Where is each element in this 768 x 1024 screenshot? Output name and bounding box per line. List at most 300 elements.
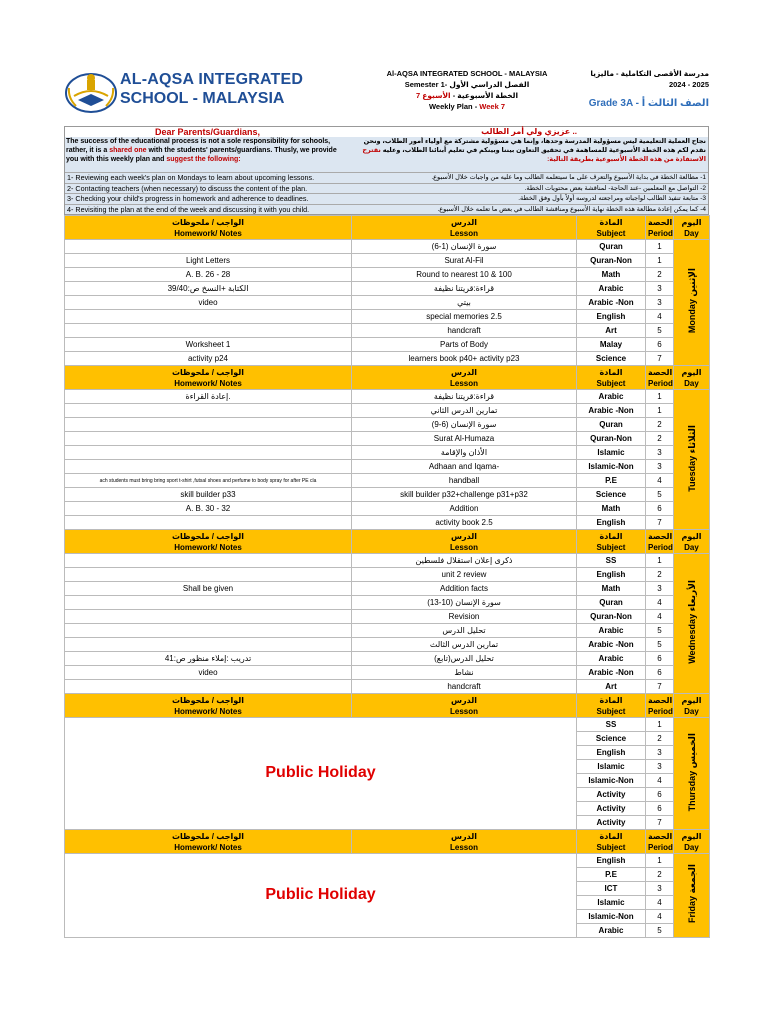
table-row xyxy=(65,338,710,352)
period-cell: 3 xyxy=(646,282,674,296)
day-header-en: Day xyxy=(684,228,699,238)
day-header-en: Day xyxy=(684,542,699,552)
period-cell: 3 xyxy=(646,882,674,896)
tip-ar-3: 3- متابعة تنفيذ الطالب لواجباته ومراجعته لدروسه أولاً بأول وفق الخطة. xyxy=(350,193,708,204)
day-cell xyxy=(674,554,710,694)
note-body-en xyxy=(65,137,351,172)
period-header-ar: الحصة xyxy=(648,367,673,377)
subject-header xyxy=(577,366,646,390)
lesson-cell: learners book p40+ activity p23 xyxy=(352,352,577,366)
period-cell: 7 xyxy=(646,352,674,366)
homework-cell: Shall be given xyxy=(65,582,352,596)
day-header-en: Day xyxy=(684,378,699,388)
subject-cell: P.E xyxy=(577,868,646,882)
homework-cell xyxy=(65,568,352,582)
period-cell: 6 xyxy=(646,502,674,516)
subject-cell: Activity xyxy=(577,802,646,816)
period-cell: 5 xyxy=(646,488,674,502)
period-cell: 3 xyxy=(646,760,674,774)
holiday-cell xyxy=(65,718,577,830)
hw-header-ar: الواجب / ملحوظات xyxy=(172,831,244,841)
period-cell: 7 xyxy=(646,816,674,830)
period-header-ar: الحصة xyxy=(648,831,673,841)
school-logo-icon xyxy=(64,66,118,114)
subject-cell: Islamic xyxy=(577,760,646,774)
tips-list xyxy=(65,172,708,214)
period-cell: 6 xyxy=(646,652,674,666)
lesson-cell: Parts of Body xyxy=(352,338,577,352)
hw-header-en: Homework/ Notes xyxy=(174,842,242,852)
homework-cell: إعادة القراءة. xyxy=(65,390,352,404)
lesson-cell: تحليل الدرس xyxy=(352,624,577,638)
period-header-en: Period xyxy=(648,706,673,716)
homework-cell xyxy=(65,638,352,652)
table-row xyxy=(65,254,710,268)
note-en-shared: shared one xyxy=(109,147,147,154)
subject-header-ar: المادة xyxy=(599,531,623,541)
day-header xyxy=(674,366,710,390)
period-header-en: Period xyxy=(648,378,673,388)
hw-header-en: Homework/ Notes xyxy=(174,542,242,552)
period-cell: 2 xyxy=(646,418,674,432)
subject-cell: Arabic -Non xyxy=(577,296,646,310)
subject-cell: English xyxy=(577,568,646,582)
table-header-row xyxy=(65,530,710,554)
homework-cell xyxy=(65,516,352,530)
hw-header xyxy=(65,216,352,240)
subject-header-en: Subject xyxy=(596,542,626,552)
homework-cell xyxy=(65,404,352,418)
period-cell: 4 xyxy=(646,910,674,924)
table-row xyxy=(65,432,710,446)
period-cell: 4 xyxy=(646,896,674,910)
table-header-row xyxy=(65,216,710,240)
table-header-row xyxy=(65,830,710,854)
period-cell: 5 xyxy=(646,624,674,638)
period-cell: 2 xyxy=(646,568,674,582)
lesson-cell: تمارين الدرس الثالث xyxy=(352,638,577,652)
lesson-cell: Revision xyxy=(352,610,577,624)
subject-cell: English xyxy=(577,516,646,530)
lesson-header xyxy=(352,216,577,240)
subject-cell: SS xyxy=(577,718,646,732)
tips-ar xyxy=(350,172,708,214)
subject-header-en: Subject xyxy=(596,378,626,388)
grade-label: Grade 3A - الصف الثالث أ xyxy=(588,98,709,109)
weekly-plan-ar-week: الأسبوع 7 xyxy=(415,91,451,100)
subject-cell: Science xyxy=(577,732,646,746)
plan-school-title: Al-AQSA INTEGRATED SCHOOL - MALAYSIA xyxy=(386,69,548,78)
weekly-plan-en xyxy=(382,101,552,112)
homework-cell xyxy=(65,596,352,610)
table-row xyxy=(65,418,710,432)
tip-en-4: 4- Revisiting the plan at the end of the week and discussing it with you child. xyxy=(65,204,350,215)
lesson-header-en: Lesson xyxy=(449,542,478,552)
homework-cell xyxy=(65,432,352,446)
period-cell: 3 xyxy=(646,460,674,474)
subject-cell: Arabic xyxy=(577,624,646,638)
subject-cell: English xyxy=(577,746,646,760)
subject-cell: Islamic-Non xyxy=(577,460,646,474)
day-header-ar: اليوم xyxy=(681,695,702,705)
period-cell: 3 xyxy=(646,446,674,460)
subject-cell: Arabic xyxy=(577,282,646,296)
day-header xyxy=(674,530,710,554)
hw-header-ar: الواجب / ملحوظات xyxy=(172,531,244,541)
table-row xyxy=(65,516,710,530)
period-header xyxy=(646,830,674,854)
greeting-ar: عزيزي ولي أمر الطالب .. xyxy=(481,127,577,136)
holiday-cell xyxy=(65,854,577,938)
table-row xyxy=(65,568,710,582)
day-header-ar: اليوم xyxy=(681,531,702,541)
note-body-ar xyxy=(351,137,708,172)
period-cell: 1 xyxy=(646,718,674,732)
subject-cell: Islamic-Non xyxy=(577,774,646,788)
table-row xyxy=(65,296,710,310)
table-header-row xyxy=(65,366,710,390)
lesson-cell: unit 2 review xyxy=(352,568,577,582)
hw-header xyxy=(65,830,352,854)
table-row xyxy=(65,554,710,568)
hw-header xyxy=(65,694,352,718)
homework-cell: A. B. 30 - 32 xyxy=(65,502,352,516)
lesson-header xyxy=(352,530,577,554)
table-row xyxy=(65,582,710,596)
table-row xyxy=(65,404,710,418)
academic-year: 2024 - 2025 xyxy=(668,80,709,89)
lesson-cell: handcraft xyxy=(352,680,577,694)
schedule-table xyxy=(64,215,710,938)
note-ar-suggest: نقترح الاستفادة من هذه الخطة الأسبوعية بطريقة التالية: xyxy=(362,147,706,163)
lesson-cell: سورة الإنسان (1-6) xyxy=(352,240,577,254)
period-cell: 2 xyxy=(646,732,674,746)
hw-header-en: Homework/ Notes xyxy=(174,706,242,716)
homework-cell: activity p24 xyxy=(65,352,352,366)
subject-cell: Activity xyxy=(577,788,646,802)
subject-cell: Quran-Non xyxy=(577,254,646,268)
homework-cell xyxy=(65,460,352,474)
subject-header-ar: المادة xyxy=(599,831,623,841)
hw-header-ar: الواجب / ملحوظات xyxy=(172,367,244,377)
day-label: Thursday الخميس xyxy=(686,732,697,812)
lesson-header xyxy=(352,366,577,390)
table-header-row xyxy=(65,694,710,718)
period-header xyxy=(646,216,674,240)
period-cell: 5 xyxy=(646,924,674,938)
hw-header-en: Homework/ Notes xyxy=(174,228,242,238)
period-header-ar: الحصة xyxy=(648,531,673,541)
day-header-ar: اليوم xyxy=(681,217,702,227)
subject-cell: Arabic xyxy=(577,390,646,404)
tip-en-1: 1- Reviewing each week's plan on Mondays to learn about upcoming lessons. xyxy=(65,172,350,183)
lesson-cell: نشاط xyxy=(352,666,577,680)
period-cell: 5 xyxy=(646,324,674,338)
lesson-header-en: Lesson xyxy=(449,378,478,388)
subject-cell: Arabic -Non xyxy=(577,404,646,418)
school-name-line2: SCHOOL - MALAYSIA xyxy=(120,90,285,107)
subject-header-en: Subject xyxy=(596,842,626,852)
period-cell: 7 xyxy=(646,516,674,530)
period-header xyxy=(646,366,674,390)
table-row xyxy=(65,854,710,868)
lesson-header-ar: الدرس xyxy=(450,831,477,841)
day-header-ar: اليوم xyxy=(681,367,702,377)
lesson-cell: ذكرى إعلان استقلال فلسطين xyxy=(352,554,577,568)
lesson-cell: سورة الإنسان (10-13) xyxy=(352,596,577,610)
day-label: Friday الجمعة xyxy=(686,864,697,924)
weekly-plan-ar-prefix: الخطة الأسبوعية - xyxy=(450,91,519,100)
period-header-ar: الحصة xyxy=(648,217,673,227)
table-row xyxy=(65,460,710,474)
tip-en-3: 3- Checking your child's progress in homework and adherence to deadlines. xyxy=(65,193,350,204)
day-label: Wednesday الأربعاء xyxy=(686,579,697,664)
subject-cell: Islamic xyxy=(577,446,646,460)
hw-header-ar: الواجب / ملحوظات xyxy=(172,695,244,705)
lesson-header-ar: الدرس xyxy=(450,367,477,377)
homework-cell: تدريب :إملاء منظور ص:41 xyxy=(65,652,352,666)
greeting-row xyxy=(65,127,708,137)
note-ar-part1: نجاح العملية التعليمية ليس مسؤولية المدرسة وحدها، وإنما هي مسؤولية مشتركة مع أولياء أمور الطلاب، ونحن نقدم لكم هذه الخطة الأسبوعية للمساهمة في تحقيق التعاون بيننا وبينكم في تعليم أبنائنا الطلاب، وعليه xyxy=(363,138,706,154)
hw-header-ar: الواجب / ملحوظات xyxy=(172,217,244,227)
lesson-header-en: Lesson xyxy=(449,706,478,716)
note-en-part1: The success of the educational process is not a sole responsibility for schools, rather, it is a xyxy=(66,138,331,154)
greeting-en: Dear Parents/Guardians, xyxy=(154,127,261,137)
table-row xyxy=(65,638,710,652)
day-cell xyxy=(674,854,710,938)
table-row xyxy=(65,502,710,516)
day-header xyxy=(674,694,710,718)
period-cell: 5 xyxy=(646,638,674,652)
lesson-header xyxy=(352,830,577,854)
day-header xyxy=(674,216,710,240)
table-row xyxy=(65,324,710,338)
table-row xyxy=(65,718,710,732)
homework-cell xyxy=(65,610,352,624)
period-cell: 4 xyxy=(646,610,674,624)
homework-cell xyxy=(65,554,352,568)
lesson-cell: Surat Al-Fil xyxy=(352,254,577,268)
tip-ar-4: 4- كما يمكن إعادة مطالعة هذه الخطة نهاية الأسبوع ومناقشة الطالب في بعض ما تعلمه خلال الأسبوع. xyxy=(350,204,708,215)
hw-header xyxy=(65,366,352,390)
subject-cell: Math xyxy=(577,582,646,596)
lesson-header-en: Lesson xyxy=(449,842,478,852)
lesson-cell: Round to nearest 10 & 100 xyxy=(352,268,577,282)
lesson-cell: activity book 2.5 xyxy=(352,516,577,530)
period-header xyxy=(646,530,674,554)
parents-note xyxy=(64,126,709,215)
day-label: Tuesday الثلاثاء xyxy=(686,424,697,492)
subject-cell: SS xyxy=(577,554,646,568)
subject-cell: Math xyxy=(577,502,646,516)
period-cell: 1 xyxy=(646,854,674,868)
period-cell: 6 xyxy=(646,788,674,802)
day-header-en: Day xyxy=(684,706,699,716)
note-body xyxy=(65,137,708,172)
lesson-header-en: Lesson xyxy=(449,228,478,238)
tip-ar-1: 1- مطالعة الخطة في بداية الأسبوع والتعرف على ما سيتعلمه الطالب وما عليه من واجبات خلال الأسبوع. xyxy=(350,172,708,183)
subject-cell: Art xyxy=(577,680,646,694)
period-cell: 1 xyxy=(646,554,674,568)
subject-header-ar: المادة xyxy=(599,367,623,377)
lesson-cell: handcraft xyxy=(352,324,577,338)
weekly-plan-en-week: Week 7 xyxy=(479,102,506,111)
lesson-cell: تمارين الدرس الثاني xyxy=(352,404,577,418)
plan-title-block xyxy=(382,68,552,112)
school-name-line1: AL-AQSA INTEGRATED xyxy=(120,71,304,88)
subject-cell: Art xyxy=(577,324,646,338)
subject-cell: Arabic xyxy=(577,924,646,938)
homework-cell xyxy=(65,324,352,338)
subject-cell: English xyxy=(577,854,646,868)
homework-cell xyxy=(65,418,352,432)
day-header-ar: اليوم xyxy=(681,831,702,841)
day-header xyxy=(674,830,710,854)
lesson-cell: special memories 2.5 xyxy=(352,310,577,324)
subject-cell: Science xyxy=(577,352,646,366)
homework-cell: Light Letters xyxy=(65,254,352,268)
subject-cell: Quran xyxy=(577,596,646,610)
subject-cell: Quran xyxy=(577,418,646,432)
homework-cell xyxy=(65,240,352,254)
tip-en-2: 2- Contacting teachers (when necessary) to discuss the content of the plan. xyxy=(65,183,350,194)
school-title-ar: مدرسة الأقصى التكاملية - ماليزيا xyxy=(590,69,709,78)
period-header-en: Period xyxy=(648,542,673,552)
subject-cell: Arabic -Non xyxy=(577,666,646,680)
period-cell: 1 xyxy=(646,240,674,254)
holiday-label: Public Holiday xyxy=(265,885,376,903)
lesson-cell: تحليل الدرس(تابع) xyxy=(352,652,577,666)
page-header xyxy=(64,62,709,126)
period-cell: 4 xyxy=(646,596,674,610)
period-cell: 7 xyxy=(646,680,674,694)
holiday-label: Public Holiday xyxy=(265,763,376,781)
subject-cell: Islamic xyxy=(577,896,646,910)
weekly-plan-en-prefix: Weekly Plan - xyxy=(428,102,480,111)
school-title-ar-block xyxy=(564,68,709,90)
period-header xyxy=(646,694,674,718)
lesson-header-ar: الدرس xyxy=(450,217,477,227)
subject-cell: Quran-Non xyxy=(577,432,646,446)
table-row xyxy=(65,352,710,366)
subject-cell: Quran xyxy=(577,240,646,254)
table-row xyxy=(65,610,710,624)
subject-cell: Quran-Non xyxy=(577,610,646,624)
lesson-header-ar: الدرس xyxy=(450,695,477,705)
period-cell: 1 xyxy=(646,390,674,404)
table-row xyxy=(65,596,710,610)
subject-header xyxy=(577,216,646,240)
weekly-plan-ar xyxy=(382,90,552,101)
homework-cell: video xyxy=(65,296,352,310)
period-cell: 4 xyxy=(646,774,674,788)
homework-cell: skill builder p33 xyxy=(65,488,352,502)
hw-header-en: Homework/ Notes xyxy=(174,378,242,388)
period-cell: 3 xyxy=(646,296,674,310)
note-en-suggest: suggest the following: xyxy=(166,156,241,163)
homework-cell: ach students must bring bring sport t-shirt ,futsal shoes and perfume to body spray for after PE cla xyxy=(65,474,352,488)
subject-cell: Activity xyxy=(577,816,646,830)
table-row xyxy=(65,310,710,324)
subject-cell: Malay xyxy=(577,338,646,352)
hw-header xyxy=(65,530,352,554)
subject-header xyxy=(577,530,646,554)
lesson-header-ar: الدرس xyxy=(450,531,477,541)
table-row xyxy=(65,652,710,666)
table-row xyxy=(65,268,710,282)
lesson-header xyxy=(352,694,577,718)
period-cell: 4 xyxy=(646,474,674,488)
tip-ar-2: 2- التواصل مع المعلمين -عند الحاجة- لمناقشة بعض محتويات الخطة. xyxy=(350,183,708,194)
table-row xyxy=(65,680,710,694)
day-cell xyxy=(674,240,710,366)
lesson-cell: قراءة:قريتنا نظيفة xyxy=(352,390,577,404)
subject-header-ar: المادة xyxy=(599,217,623,227)
homework-cell: Worksheet 1 xyxy=(65,338,352,352)
period-cell: 1 xyxy=(646,404,674,418)
table-row xyxy=(65,624,710,638)
tips-en xyxy=(65,172,350,214)
lesson-cell: Addition facts xyxy=(352,582,577,596)
period-cell: 3 xyxy=(646,746,674,760)
subject-header-ar: المادة xyxy=(599,695,623,705)
day-header-en: Day xyxy=(684,842,699,852)
table-row xyxy=(65,446,710,460)
table-row xyxy=(65,666,710,680)
lesson-cell: Adhaan and Iqama- xyxy=(352,460,577,474)
subject-header-en: Subject xyxy=(596,706,626,716)
note-en-part2: with the students' parents/guardians. Thusly, we provide you with this weekly plan and xyxy=(66,147,337,163)
day-cell xyxy=(674,390,710,530)
period-header-ar: الحصة xyxy=(648,695,673,705)
subject-cell: English xyxy=(577,310,646,324)
lesson-cell: handball xyxy=(352,474,577,488)
lesson-cell: skill builder p32+challenge p31+p32 xyxy=(352,488,577,502)
subject-cell: Science xyxy=(577,488,646,502)
table-row xyxy=(65,240,710,254)
homework-cell: الكتابة +النسخ ص:39/40 xyxy=(65,282,352,296)
subject-cell: Islamic-Non xyxy=(577,910,646,924)
homework-cell xyxy=(65,680,352,694)
period-cell: 2 xyxy=(646,268,674,282)
weekly-plan-page xyxy=(64,62,709,938)
lesson-cell: Addition xyxy=(352,502,577,516)
subject-header xyxy=(577,830,646,854)
day-cell xyxy=(674,718,710,830)
subject-header xyxy=(577,694,646,718)
lesson-cell: الأذان والإقامة xyxy=(352,446,577,460)
subject-cell: P.E xyxy=(577,474,646,488)
day-label: Monday الإثنين xyxy=(686,268,697,334)
period-cell: 6 xyxy=(646,338,674,352)
homework-cell xyxy=(65,624,352,638)
table-row xyxy=(65,474,710,488)
lesson-cell: سورة الإنسان (6-9) xyxy=(352,418,577,432)
lesson-cell: Surat Al-Humaza xyxy=(352,432,577,446)
table-row xyxy=(65,488,710,502)
semester-label: Semester 1- الفصل الدراسي الأول xyxy=(404,80,530,89)
subject-cell: ICT xyxy=(577,882,646,896)
subject-header-en: Subject xyxy=(596,228,626,238)
period-header-en: Period xyxy=(648,228,673,238)
school-name xyxy=(120,70,303,108)
period-cell: 3 xyxy=(646,582,674,596)
homework-cell xyxy=(65,446,352,460)
homework-cell: A. B. 26 - 28 xyxy=(65,268,352,282)
period-cell: 1 xyxy=(646,254,674,268)
period-cell: 4 xyxy=(646,310,674,324)
period-cell: 2 xyxy=(646,868,674,882)
